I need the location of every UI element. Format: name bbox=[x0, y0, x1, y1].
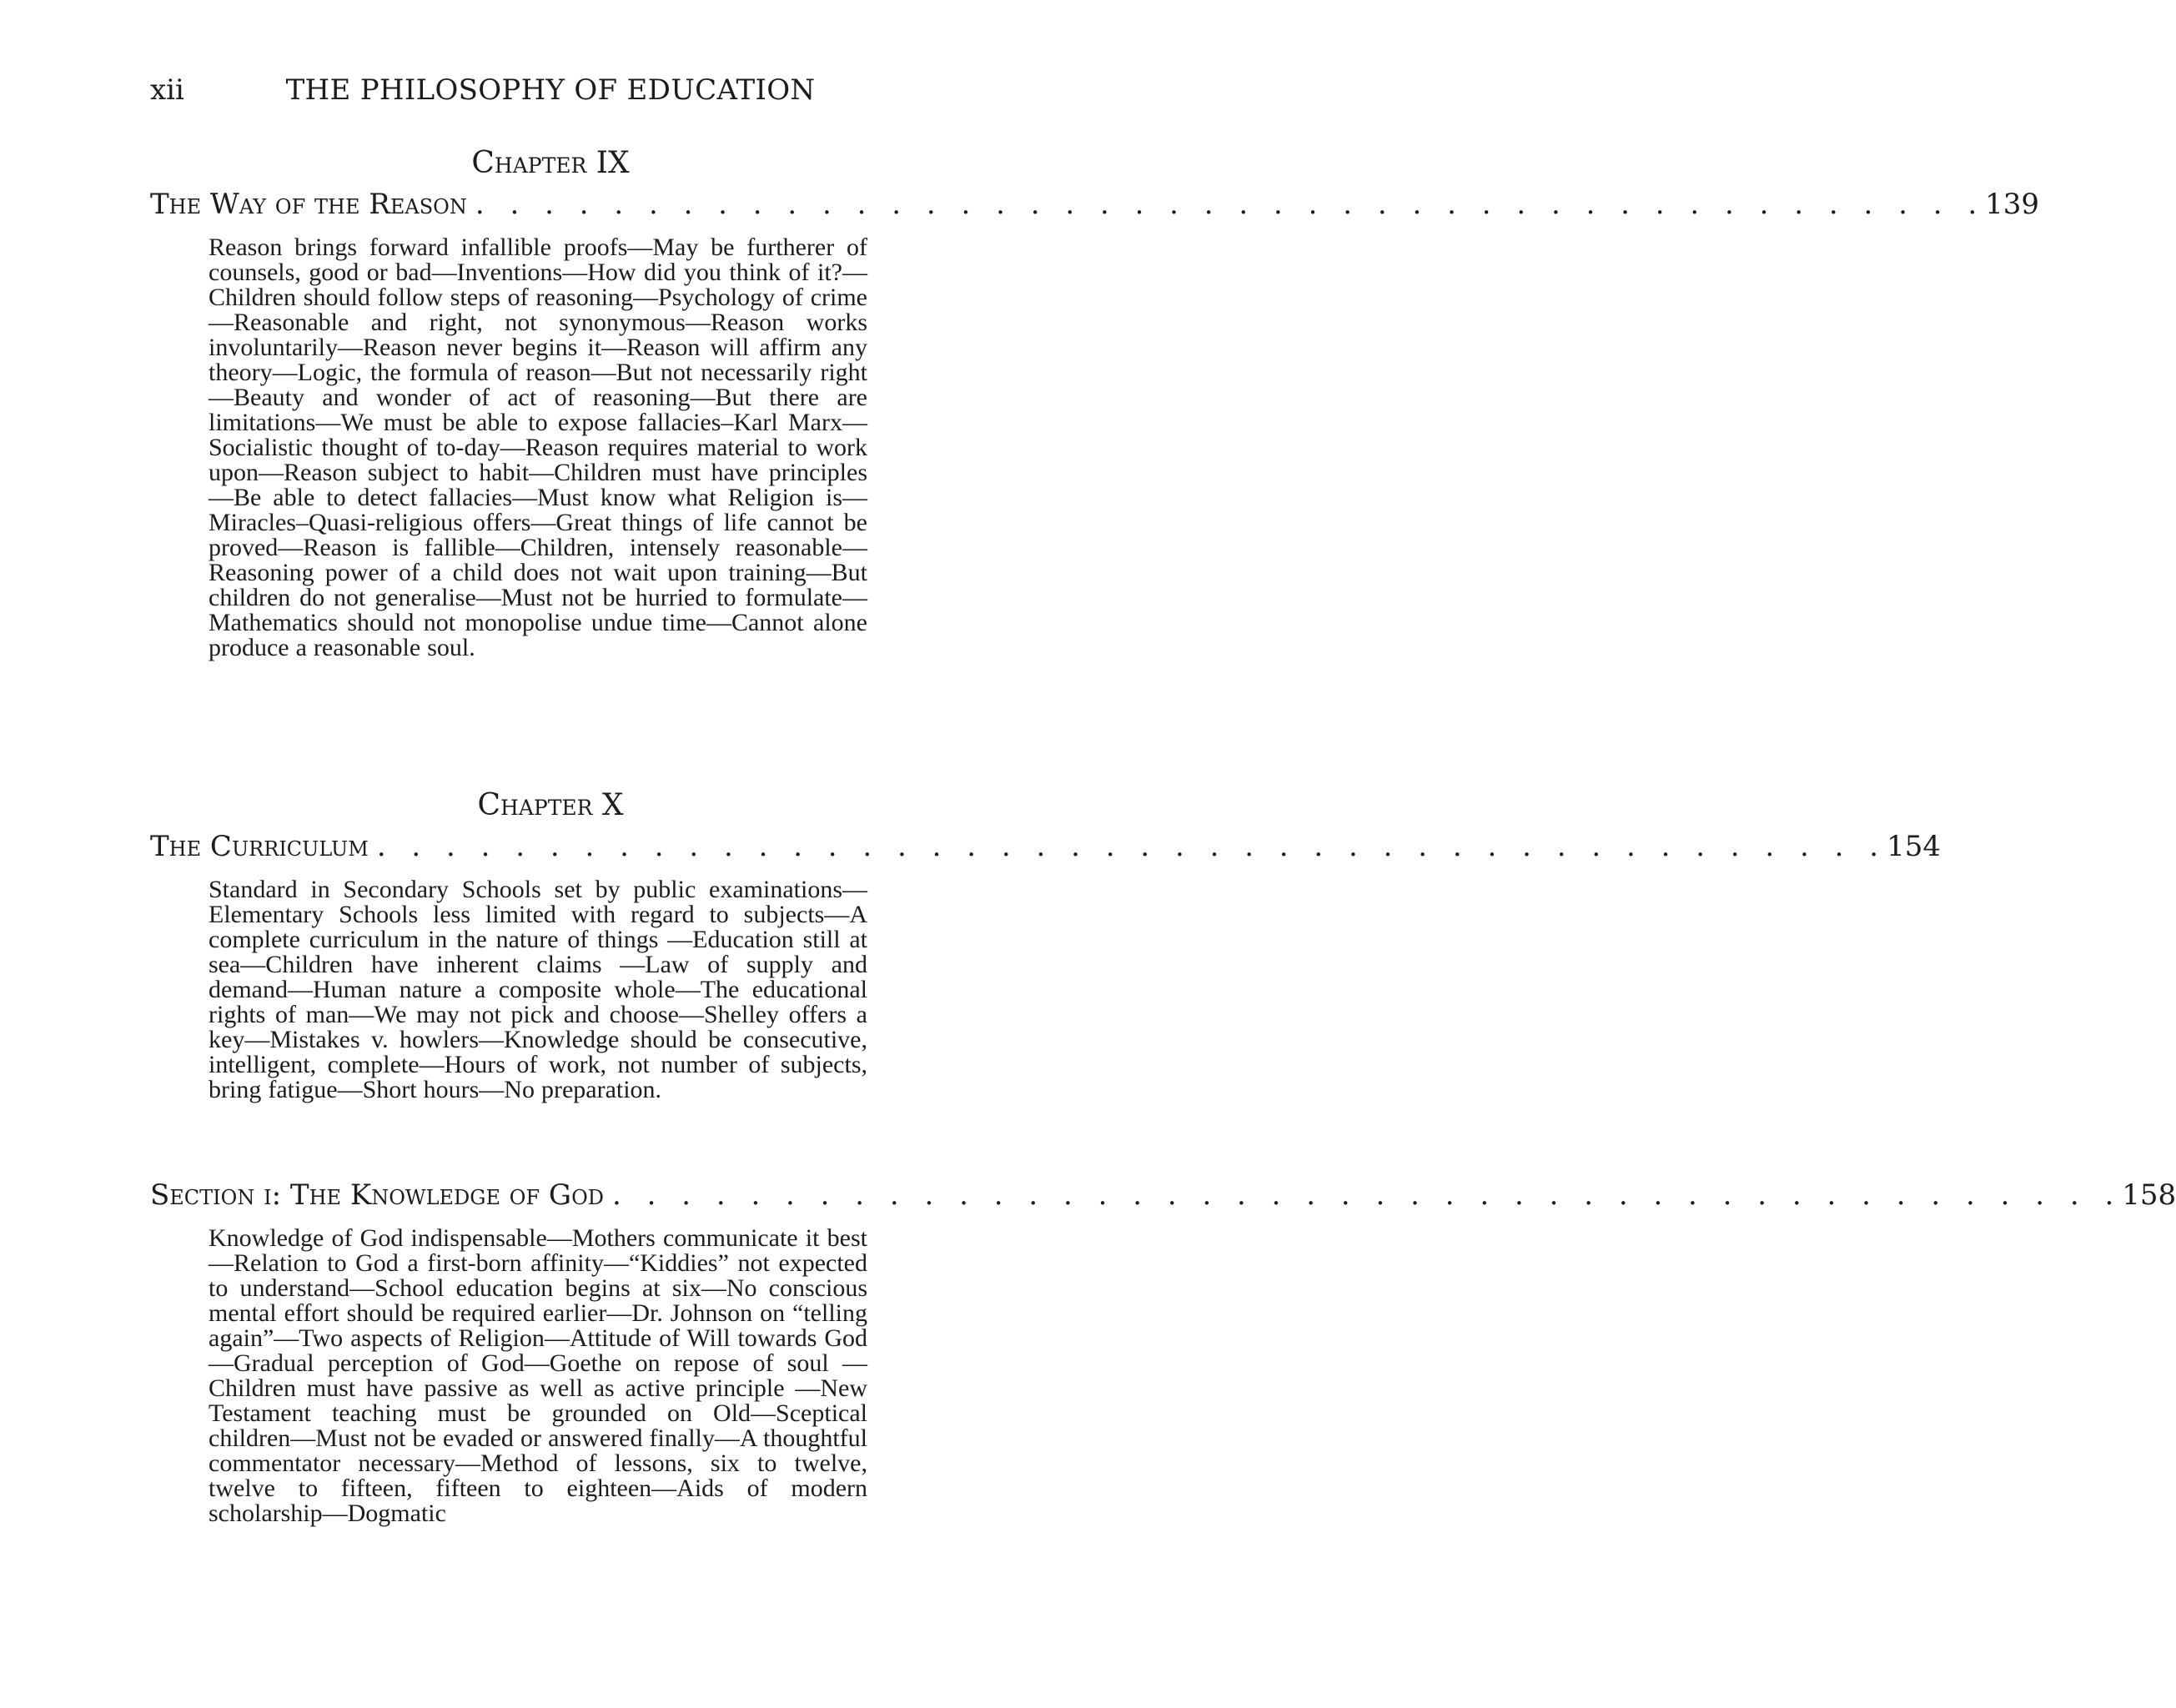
running-head bbox=[150, 72, 951, 108]
chapter-x-toc-line bbox=[150, 827, 1941, 866]
chapter-ix-heading: Chapter IX bbox=[471, 146, 630, 180]
chapter-x-summary: Standard in Secondary Schools set by public examinations—Elementary Schools less limited with regard to subjects—A complete curriculum in the nature of things —Education still at sea—Children have inherent claims —Law of supply and demand—Human nature a composite whole—The educational rights of man—We may not pick and choose—Shelley offers a key—Mistakes v. howlers—Knowledge should be consecutive, intelligent, complete—Hours of work, not number of subjects, bring fatigue—Short hours—No preparation. bbox=[209, 876, 867, 1103]
section-1-summary: Knowledge of God indispensable—Mothers communicate it best—Relation to God a first-born affinity—“Kiddies” not expected to understand—School education begins at six—No conscious mental effort should be required earlier—Dr. Johnson on “telling again”—Two aspects of Religion—Attitude of Will towards God —Gradual perception of God—Goethe on repose of soul —Children must have passive as well as active principle —New Testament teaching must be grounded on Old—Sceptical children—Must not be evaded or answered finally—A thoughtful commentator necessary—Method of lessons, six to twelve, twelve to fifteen, fifteen to eighteen—Aids of modern scholarship—Dogmatic bbox=[209, 1224, 867, 1527]
dot-leader: . . . . . . . . . . . . . . . . . . . . . . . . . . . . . . . . . . . . . . . . . . . . bbox=[611, 1178, 2123, 1212]
chapter-ix-title: The Way of the Reason bbox=[150, 188, 467, 221]
chapter-ix-summary: Reason brings forward infallible proofs—May be furtherer of counsels, good or bad—Inventions—How did you think of it?—Children should follow steps of reasoning—Psychology of crime—Reasonable and right, not synonymous—Reason works involuntarily—Reason never begins it—Reason will affirm any theory—Logic, the formula of reason—But not necessarily right —Beauty and wonder of act of reasoning—But there are limitations—We must be able to expose fallacies–Karl Marx—Socialistic thought of to-day—Reason requires material to work upon—Reason subject to habit—Children must have principles—Be able to detect fallacies—Must know what Religion is—Miracles–Quasi-religious offers—Great things of life cannot be proved—Reason is fallible—Children, intensely reasonable—Reasoning power of a child does not wait upon training—But children do not generalise—Must not be hurried to formulate—Mathematics should not monopolise undue time—Cannot alone produce a reasonable soul. bbox=[209, 234, 867, 661]
page-folio: xii bbox=[150, 73, 184, 107]
section-1-toc-line bbox=[150, 1176, 2176, 1214]
running-title: THE PHILOSOPHY OF EDUCATION bbox=[285, 73, 816, 107]
chapter-ix-page-number: 139 bbox=[1985, 188, 2040, 221]
chapter-x-heading: Chapter X bbox=[477, 788, 624, 822]
section-1-page-number: 158 bbox=[2122, 1178, 2176, 1212]
chapter-x-page-number: 154 bbox=[1887, 830, 1941, 863]
dot-leader: . . . . . . . . . . . . . . . . . . . . . . . . . . . . . . . . . . . . . . . . . . . . bbox=[475, 188, 1986, 221]
chapter-x-title: The Curriculum bbox=[150, 830, 369, 863]
section-1-title: Section i: The Knowledge of God bbox=[150, 1178, 604, 1212]
dot-leader: . . . . . . . . . . . . . . . . . . . . . . . . . . . . . . . . . . . . . . . . . . . . bbox=[376, 830, 1887, 863]
chapter-ix-toc-line bbox=[150, 185, 2040, 224]
